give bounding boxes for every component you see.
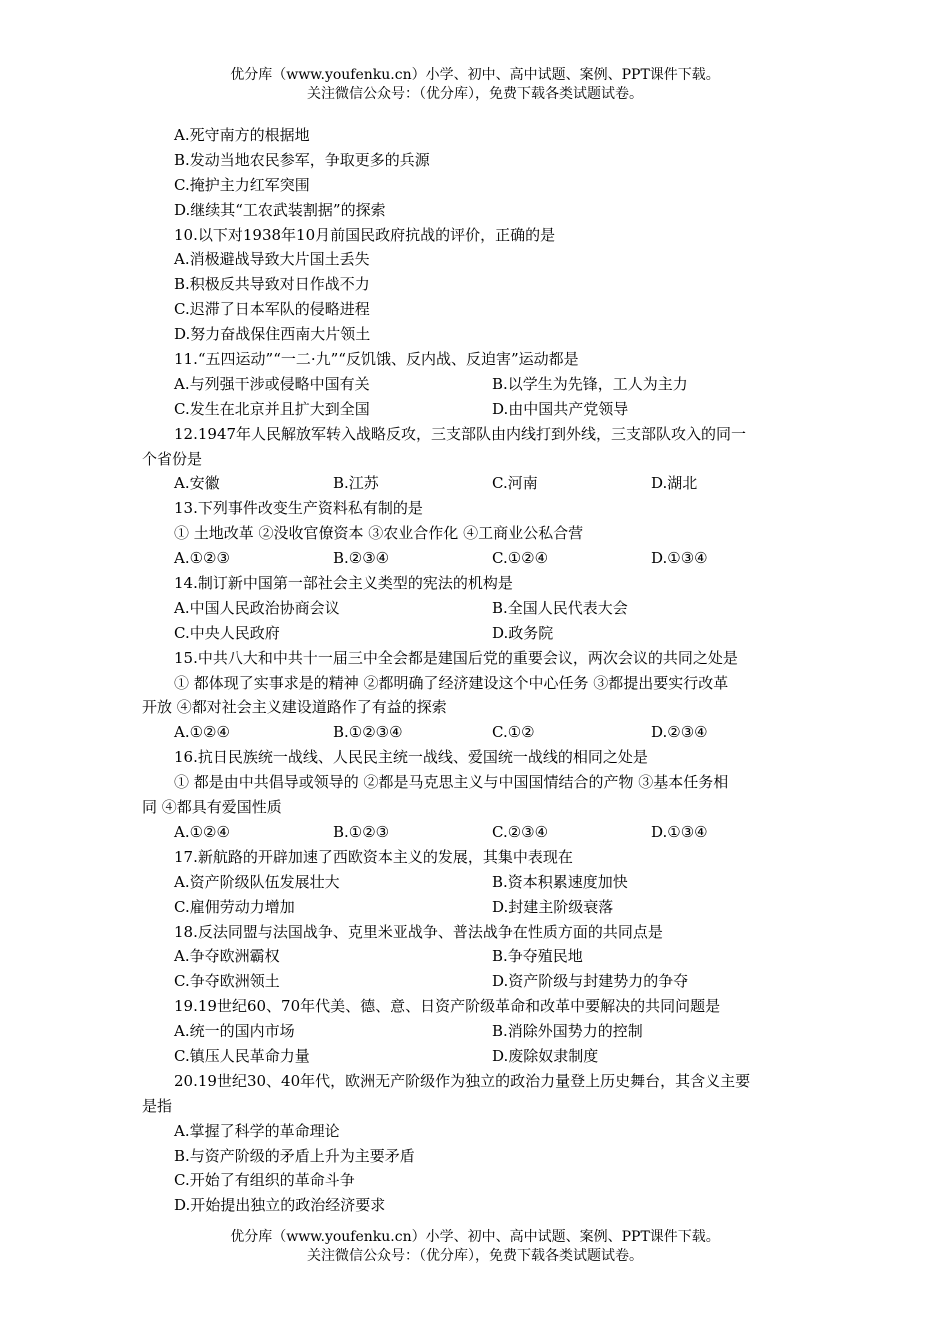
q11-option-a: A.与列强干涉或侵略中国有关 bbox=[174, 374, 370, 393]
q18-options-row-1 bbox=[142, 944, 810, 969]
header-line-2: 关注微信公众号：（优分库），免费下载各类试题试卷。 bbox=[307, 86, 643, 102]
page-header bbox=[0, 66, 950, 104]
question-content bbox=[142, 123, 810, 1218]
q14-option-d: D.政务院 bbox=[492, 623, 554, 642]
q12-option-b: B.江苏 bbox=[333, 474, 379, 493]
q13-options bbox=[142, 546, 810, 571]
q14-options-row-2 bbox=[142, 621, 810, 646]
q15-items-line-2: 开放 ④都对社会主义建设道路作了有益的探索 bbox=[142, 698, 447, 717]
q9-option-d: D.继续其“工农武装割据”的探索 bbox=[174, 200, 386, 219]
q17-stem: 17.新航路的开辟加速了西欧资本主义的发展，其集中表现在 bbox=[174, 847, 573, 866]
q15-stem: 15.中共八大和中共十一届三中全会都是建国后党的重要会议，两次会议的共同之处是 bbox=[174, 648, 738, 667]
header-line-1: 优分库（www.youfenku.cn）小学、初中、高中试题、案例、PPT课件下载。 bbox=[230, 67, 720, 83]
q13-option-a: A.①②③ bbox=[174, 549, 230, 568]
q11-options-row-2 bbox=[142, 397, 810, 422]
q17-option-a: A.资产阶级队伍发展壮大 bbox=[174, 872, 340, 891]
q16-option-b: B.①②③ bbox=[333, 822, 390, 841]
q19-option-d: D.废除奴隶制度 bbox=[492, 1046, 599, 1065]
q11-options-row-1 bbox=[142, 372, 810, 397]
q18-option-d: D.资产阶级与封建势力的争夺 bbox=[492, 972, 689, 991]
q9-option-c: C.掩护主力红军突围 bbox=[174, 175, 310, 194]
q17-option-d: D.封建主阶级衰落 bbox=[492, 897, 614, 916]
q9-option-a: A.死守南方的根据地 bbox=[174, 126, 310, 144]
q19-options-row-1 bbox=[142, 1019, 810, 1044]
q19-option-b: B.消除外国势力的控制 bbox=[492, 1022, 643, 1041]
q20-option-c: C.开始了有组织的革命斗争 bbox=[174, 1171, 355, 1190]
q20-stem-line-1: 20.19世纪30、40年代，欧洲无产阶级作为独立的政治力量登上历史舞台，其含义主要 bbox=[174, 1071, 751, 1090]
q9-option-b: B.发动当地农民参军，争取更多的兵源 bbox=[174, 150, 430, 169]
q14-options-row-1 bbox=[142, 596, 810, 621]
q19-option-a: A.统一的国内市场 bbox=[174, 1022, 295, 1041]
q16-items-line-2: 同 ④都具有爱国性质 bbox=[142, 798, 282, 817]
q14-option-c: C.中央人民政府 bbox=[174, 623, 280, 642]
footer-line-1: 优分库（www.youfenku.cn）小学、初中、高中试题、案例、PPT课件下载。 bbox=[230, 1229, 720, 1245]
q10-option-c: C.迟滞了日本军队的侵略进程 bbox=[174, 300, 370, 319]
q16-options bbox=[142, 820, 810, 845]
q10-option-a: A.消极避战导致大片国土丢失 bbox=[174, 250, 370, 269]
q16-option-d: D.①③④ bbox=[651, 822, 708, 841]
q11-stem: 11.“五四运动”“一二·九”“反饥饿、反内战、反迫害”运动都是 bbox=[174, 350, 579, 369]
q17-options-row-1 bbox=[142, 870, 810, 895]
q10-option-d: D.努力奋战保住西南大片领土 bbox=[174, 325, 371, 344]
q10-stem: 10.以下对1938年10月前国民政府抗战的评价，正确的是 bbox=[174, 225, 556, 244]
q11-option-c: C.发生在北京并且扩大到全国 bbox=[174, 399, 370, 418]
q11-option-b: B.以学生为先锋，工人为主力 bbox=[492, 374, 688, 393]
q20-stem-line-2: 是指 bbox=[142, 1096, 173, 1115]
q15-items-line-1: ① 都体现了实事求是的精神 ②都明确了经济建设这个中心任务 ③都提出要实行改革 bbox=[174, 673, 729, 692]
q13-option-d: D.①③④ bbox=[651, 549, 708, 568]
q15-options bbox=[142, 720, 810, 745]
q15-option-d: D.②③④ bbox=[651, 723, 708, 742]
q10-option-b: B.积极反共导致对日作战不力 bbox=[174, 275, 370, 294]
q12-stem-line-1: 12.1947年人民解放军转入战略反攻，三支部队由内线打到外线，三支部队攻入的同一 bbox=[174, 424, 747, 443]
q17-option-b: B.资本积累速度加快 bbox=[492, 872, 628, 891]
q18-option-c: C.争夺欧洲领土 bbox=[174, 972, 280, 991]
q14-option-b: B.全国人民代表大会 bbox=[492, 598, 628, 617]
q12-option-d: D.湖北 bbox=[651, 474, 698, 493]
q13-option-c: C.①②④ bbox=[492, 549, 549, 568]
q11-option-d: D.由中国共产党领导 bbox=[492, 399, 629, 418]
q12-options bbox=[142, 471, 810, 496]
q18-options-row-2 bbox=[142, 969, 810, 994]
q19-option-c: C.镇压人民革命力量 bbox=[174, 1046, 310, 1065]
q19-options-row-2 bbox=[142, 1044, 810, 1069]
q19-stem: 19.19世纪60、70年代美、德、意、日资产阶级革命和改革中要解决的共同问题是 bbox=[174, 997, 721, 1016]
q12-stem-line-2: 个省份是 bbox=[142, 449, 203, 468]
q13-option-b: B.②③④ bbox=[333, 549, 390, 568]
q18-stem: 18.反法同盟与法国战争、克里米亚战争、普法战争在性质方面的共同点是 bbox=[174, 922, 663, 941]
q12-option-c: C.河南 bbox=[492, 474, 538, 493]
q15-option-a: A.①②④ bbox=[174, 723, 230, 742]
q15-option-c: C.①② bbox=[492, 723, 535, 742]
q20-option-a: A.掌握了科学的革命理论 bbox=[174, 1121, 340, 1140]
q12-option-a: A.安徽 bbox=[174, 474, 220, 493]
q14-option-a: A.中国人民政治协商会议 bbox=[174, 598, 340, 617]
q14-stem: 14.制订新中国第一部社会主义类型的宪法的机构是 bbox=[174, 574, 513, 593]
page-footer bbox=[0, 1228, 950, 1266]
q16-option-c: C.②③④ bbox=[492, 822, 549, 841]
q15-option-b: B.①②③④ bbox=[333, 723, 403, 742]
q17-option-c: C.雇佣劳动力增加 bbox=[174, 897, 295, 916]
q18-option-b: B.争夺殖民地 bbox=[492, 947, 583, 966]
q13-stem: 13.下列事件改变生产资料私有制的是 bbox=[174, 499, 423, 518]
q16-stem: 16.抗日民族统一战线、人民民主统一战线、爱国统一战线的相同之处是 bbox=[174, 748, 648, 767]
q17-options-row-2 bbox=[142, 895, 810, 920]
q18-option-a: A.争夺欧洲霸权 bbox=[174, 947, 280, 966]
q20-option-d: D.开始提出独立的政治经济要求 bbox=[174, 1196, 386, 1215]
q16-items-line-1: ① 都是由中共倡导或领导的 ②都是马克思主义与中国国情结合的产物 ③基本任务相 bbox=[174, 773, 729, 792]
q20-option-b: B.与资产阶级的矛盾上升为主要矛盾 bbox=[174, 1146, 415, 1165]
footer-line-2: 关注微信公众号：（优分库），免费下载各类试题试卷。 bbox=[307, 1248, 643, 1264]
q13-items: ① 土地改革 ②没收官僚资本 ③农业合作化 ④工商业公私合营 bbox=[174, 524, 584, 543]
q16-option-a: A.①②④ bbox=[174, 822, 230, 841]
